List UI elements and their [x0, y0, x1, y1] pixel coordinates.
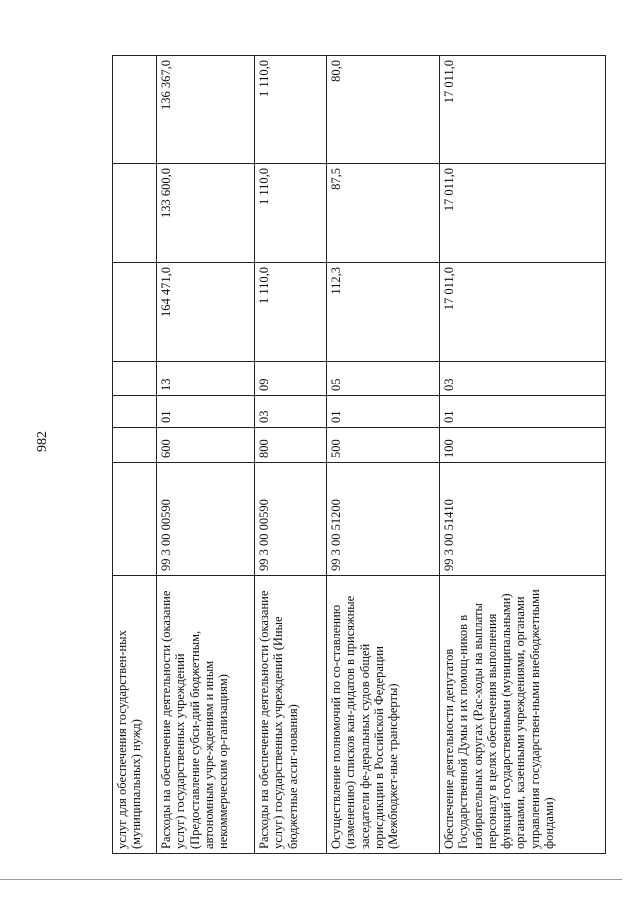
cell-year-1	[113, 263, 157, 362]
cell-rz: 01	[440, 396, 606, 428]
cell-rz: 03	[255, 396, 327, 428]
cell-vr: 600	[157, 428, 255, 463]
cell-year-2: 17 011,0	[440, 164, 606, 263]
table-row	[440, 56, 606, 854]
cell-code	[113, 463, 157, 576]
table-row	[327, 56, 440, 854]
cell-rz	[113, 396, 157, 428]
cell-name: услуг для обеспечения государствен-ных (муниципальных) нужд)	[113, 576, 157, 854]
cell-year-3: 80,0	[327, 56, 440, 164]
cell-vr: 500	[327, 428, 440, 463]
cell-pr: 13	[157, 362, 255, 396]
cell-pr	[113, 362, 157, 396]
cell-pr: 03	[440, 362, 606, 396]
bottom-rule	[0, 879, 622, 880]
cell-pr: 05	[327, 362, 440, 396]
cell-year-2: 133 600,0	[157, 164, 255, 263]
cell-year-3: 17 011,0	[440, 56, 606, 164]
cell-name: Расходы на обеспечение деятельности (оказание услуг) государственных учреждений (Иные бюджетные ассиг-нования)	[255, 576, 327, 854]
cell-name: Расходы на обеспечение деятельности (оказание услуг) государственных учреждений (Предоставление субси-дий бюджетным, автономным учре-ждениям и иным некоммерческим ор-ганизациям)	[157, 576, 255, 854]
table-row	[113, 56, 157, 854]
cell-year-1: 164 471,0	[157, 263, 255, 362]
cell-year-2	[113, 164, 157, 263]
table-row	[157, 56, 255, 854]
cell-vr: 100	[440, 428, 606, 463]
cell-vr	[113, 428, 157, 463]
cell-rz: 01	[157, 396, 255, 428]
cell-pr: 09	[255, 362, 327, 396]
cell-year-1: 112,3	[327, 263, 440, 362]
cell-code: 99 3 00 51200	[327, 463, 440, 576]
cell-year-1: 1 110,0	[255, 263, 327, 362]
rotated-table-wrapper	[112, 56, 605, 854]
cell-code: 99 3 00 51410	[440, 463, 606, 576]
cell-code: 99 3 00 00590	[157, 463, 255, 576]
cell-year-2: 1 110,0	[255, 164, 327, 263]
cell-rz: 01	[327, 396, 440, 428]
budget-table	[112, 55, 606, 854]
cell-vr: 800	[255, 428, 327, 463]
cell-name: Осуществление полномочий по со-ставлению (изменению) списков кан-дидатов в присяжные заседатели фе-деральных судов общей юрисдикции в Российской Федерации (Межбюджет-ные трансферты)	[327, 576, 440, 854]
table-row	[255, 56, 327, 854]
cell-year-3: 136 367,0	[157, 56, 255, 164]
cell-name: Обеспечение деятельности депутатов Государственной Думы и их помощ-ников в избирательных округах (Рас-ходы на выплаты персоналу в целях обеспечения выполнения функций государственными (муниципальными) органами, казенными учреждениями, органами управления государствен-ными внебюджетными фондами)	[440, 576, 606, 854]
page-number: 982	[35, 431, 50, 452]
cell-year-3: 1 110,0	[255, 56, 327, 164]
cell-year-3	[113, 56, 157, 164]
cell-year-2: 87,5	[327, 164, 440, 263]
cell-year-1: 17 011,0	[440, 263, 606, 362]
cell-code: 99 3 00 00590	[255, 463, 327, 576]
